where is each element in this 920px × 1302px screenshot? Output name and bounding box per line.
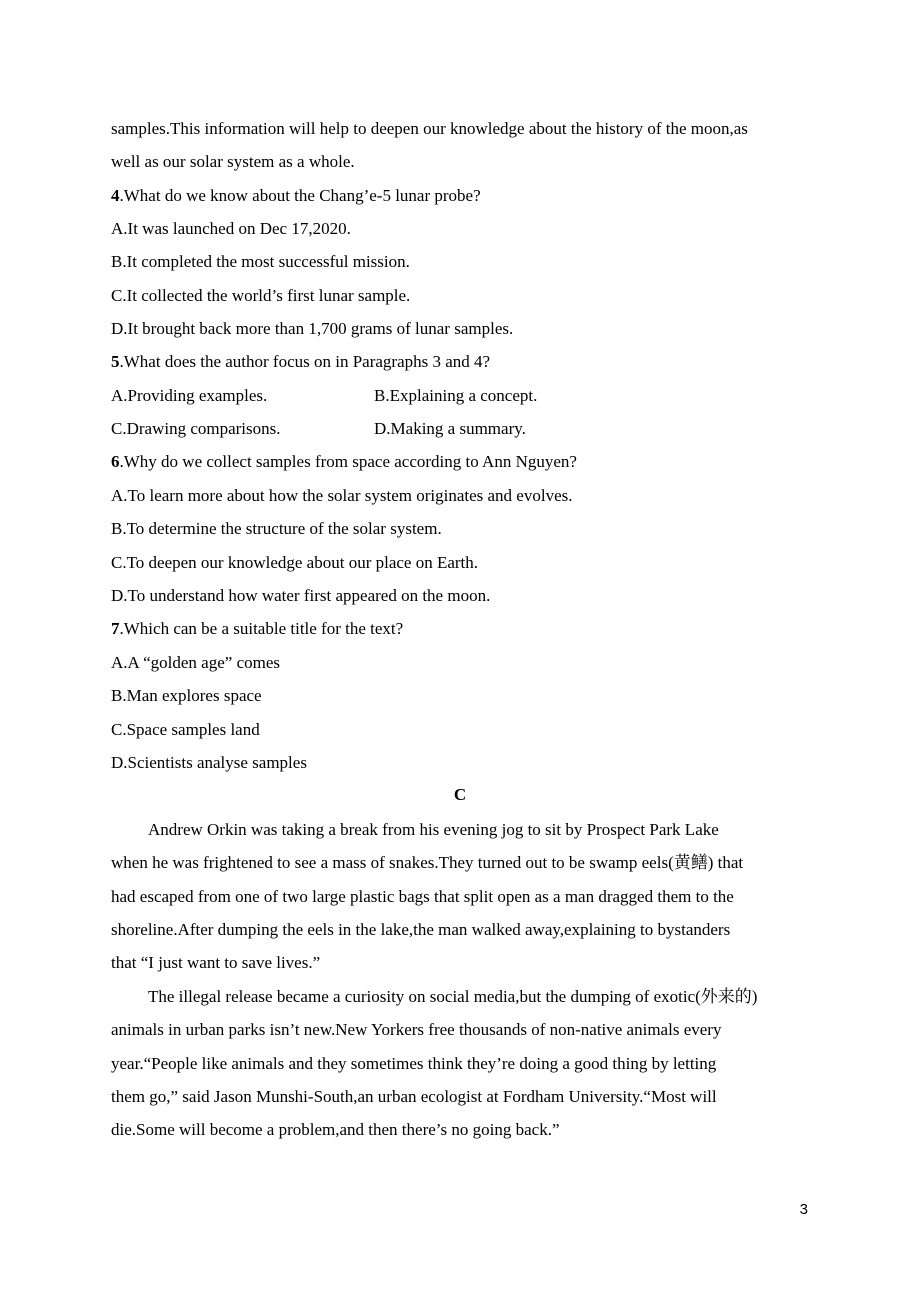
question-number: 7 <box>111 619 120 638</box>
option-b: B.To determine the structure of the solar system. <box>111 519 442 538</box>
option-c: C.Drawing comparisons. <box>111 419 281 438</box>
continuation-line: well as our solar system as a whole. <box>111 152 355 171</box>
option-c: C.It collected the world’s first lunar sample. <box>111 286 411 305</box>
question-stem <box>111 185 481 207</box>
option-row <box>111 418 711 440</box>
option-b: B.Explaining a concept. <box>374 386 538 405</box>
paragraph-line: when he was frightened to see a mass of snakes.They turned out to be swamp eels(黄鳝) that <box>111 853 744 872</box>
paragraph-line: shoreline.After dumping the eels in the lake,the man walked away,explaining to bystanders <box>111 920 731 939</box>
question-stem <box>111 351 490 373</box>
option-d: D.It brought back more than 1,700 grams of lunar samples. <box>111 319 514 338</box>
paragraph-line: had escaped from one of two large plastic bags that split open as a man dragged them to the <box>111 887 734 906</box>
option-d: D.To understand how water first appeared on the moon. <box>111 586 491 605</box>
option-a: A.A “golden age” comes <box>111 653 280 672</box>
paragraph-line: year.“People like animals and they sometimes think they’re doing a good thing by letting <box>111 1054 717 1073</box>
question-text: .What does the author focus on in Paragraphs 3 and 4? <box>119 352 491 371</box>
question-number: 4 <box>111 186 120 205</box>
option-c: C.To deepen our knowledge about our place on Earth. <box>111 553 479 572</box>
option-c: C.Space samples land <box>111 720 260 739</box>
continuation-line: samples.This information will help to deepen our knowledge about the history of the moon,as <box>111 119 748 138</box>
question-number: 5 <box>111 352 120 371</box>
page-number: 3 <box>799 1201 808 1218</box>
paragraph-line: animals in urban parks isn’t new.New Yorkers free thousands of non-native animals every <box>111 1020 722 1039</box>
option-d: D.Making a summary. <box>374 419 526 438</box>
option-a: A.To learn more about how the solar system originates and evolves. <box>111 486 573 505</box>
paragraph-line: Andrew Orkin was taking a break from his evening jog to sit by Prospect Park Lake <box>148 820 719 839</box>
section-heading: C <box>453 785 467 804</box>
option-b: B.It completed the most successful mission. <box>111 252 410 271</box>
question-stem <box>111 618 403 640</box>
question-number: 6 <box>111 452 120 471</box>
option-b: B.Man explores space <box>111 686 262 705</box>
option-a: A.It was launched on Dec 17,2020. <box>111 219 351 238</box>
paragraph-line: them go,” said Jason Munshi-South,an urban ecologist at Fordham University.“Most will <box>111 1087 717 1106</box>
question-text: .What do we know about the Chang’e-5 lunar probe? <box>119 186 481 205</box>
paragraph-line: die.Some will become a problem,and then there’s no going back.” <box>111 1120 560 1139</box>
option-a: A.Providing examples. <box>111 386 268 405</box>
question-text: .Why do we collect samples from space according to Ann Nguyen? <box>119 452 577 471</box>
paragraph-line: The illegal release became a curiosity on social media,but the dumping of exotic(外来的) <box>148 987 758 1006</box>
option-row <box>111 385 711 407</box>
question-text: .Which can be a suitable title for the text? <box>119 619 404 638</box>
question-stem <box>111 451 577 473</box>
paragraph-line: that “I just want to save lives.” <box>111 953 321 972</box>
option-d: D.Scientists analyse samples <box>111 753 307 772</box>
